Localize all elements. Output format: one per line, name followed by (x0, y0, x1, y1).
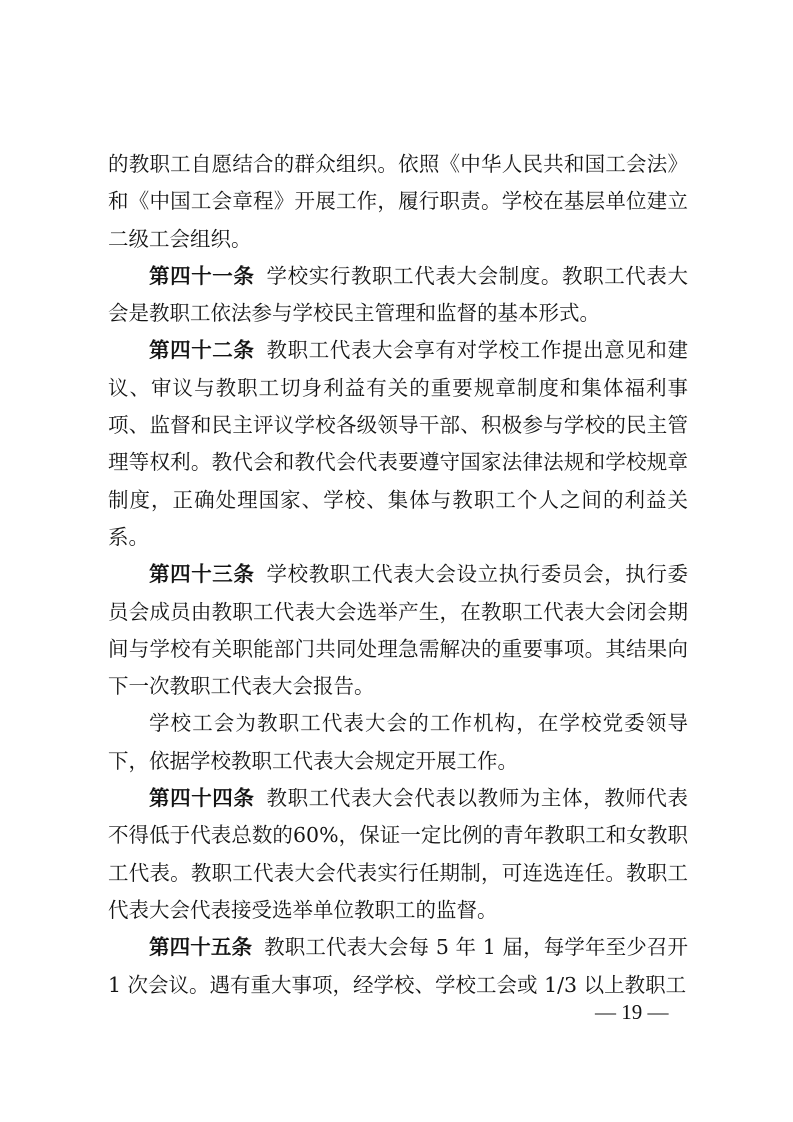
article-heading: 第四十三条 (149, 562, 255, 587)
article-heading: 第四十二条 (149, 338, 255, 363)
article-heading: 第四十五条 (149, 935, 253, 960)
page-number: — 19 — (595, 1000, 669, 1024)
paragraph-text: 教职工代表大会每 5 年 1 届，每学年至少召开 1 次会议。遇有重大事项，经学校、学校工会或 1/3 以上教职工 (108, 935, 689, 997)
paragraph-text: 教职工代表大会代表以教师为主体，教师代表不得低于代表总数的60%，保证一定比例的青年教职工和女教职工代表。教职工代表大会代表实行任期制，可连选连任。教职工代表大会代表接受选举单位教职工的监督。 (108, 786, 689, 922)
paragraph-text: 学校教职工代表大会设立执行委员会，执行委员会成员由教职工代表大会选举产生，在教职工代表大会闭会期间与学校有关职能部门共同处理急需解决的重要事项。其结果向下一次教职工代表大会报告。 (108, 562, 689, 699)
article-44 (108, 780, 688, 929)
paragraph-text: 的教职工自愿结合的群众组织。依照《中华人民共和国工会法》和《中国工会章程》开展工作，履行职责。学校在基层单位建立二级工会组织。 (108, 152, 688, 251)
article-42 (108, 332, 688, 556)
article-43 (108, 556, 688, 705)
article-heading: 第四十一条 (149, 263, 255, 288)
paragraph-union-role (108, 705, 688, 780)
paragraph-continuation (108, 146, 688, 258)
paragraph-text: 学校工会为教职工代表大会的工作机构，在学校党委领导下，依据学校教职工代表大会规定开展工作。 (108, 711, 688, 773)
paragraph-text: 教职工代表大会享有对学校工作提出意见和建议、审议与教职工切身利益有关的重要规章制度和集体福利事项、监督和民主评议学校各级领导干部、积极参与学校的民主管理等权利。教代会和教代会代表要遵守国家法律法规和学校规章制度，正确处理国家、学校、集体与教职工个人之间的利益关系。 (108, 338, 689, 549)
article-45 (108, 929, 688, 1004)
paragraph-text: 学校实行教职工代表大会制度。教职工代表大会是教职工依法参与学校民主管理和监督的基本形式。 (108, 263, 689, 326)
document-body (108, 146, 688, 1004)
article-heading: 第四十四条 (149, 786, 255, 811)
article-41 (108, 258, 688, 333)
